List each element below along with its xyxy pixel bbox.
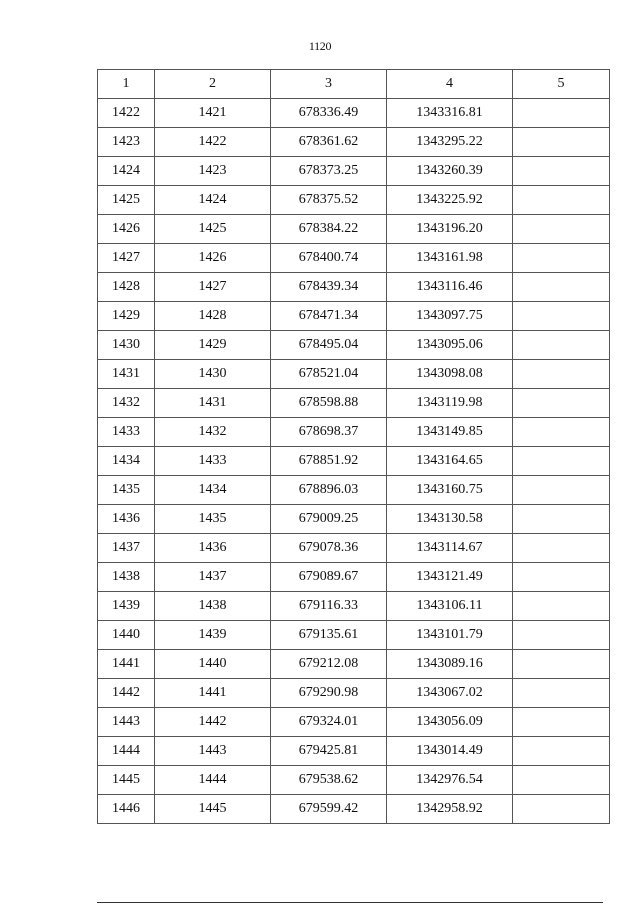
point-number-cell: 1426 <box>98 215 155 244</box>
note-cell <box>513 186 610 215</box>
x-coordinate-cell: 679538.62 <box>271 766 387 795</box>
x-coordinate-cell: 678851.92 <box>271 447 387 476</box>
table-row <box>98 592 610 621</box>
y-coordinate-cell: 1343098.08 <box>387 360 513 389</box>
column-header-4: 4 <box>387 70 513 99</box>
y-coordinate-cell: 1343056.09 <box>387 708 513 737</box>
column-header-5: 5 <box>513 70 610 99</box>
y-coordinate-cell: 1343260.39 <box>387 157 513 186</box>
table-body <box>98 99 610 824</box>
y-coordinate-cell: 1343089.16 <box>387 650 513 679</box>
note-cell <box>513 766 610 795</box>
point-number-cell: 1446 <box>98 795 155 824</box>
table-row <box>98 621 610 650</box>
table-row <box>98 331 610 360</box>
point-number-cell: 1440 <box>98 621 155 650</box>
note-cell <box>513 592 610 621</box>
note-cell <box>513 273 610 302</box>
table-row <box>98 708 610 737</box>
previous-point-cell: 1429 <box>155 331 271 360</box>
table-row <box>98 650 610 679</box>
previous-point-cell: 1445 <box>155 795 271 824</box>
y-coordinate-cell: 1343101.79 <box>387 621 513 650</box>
y-coordinate-cell: 1343116.46 <box>387 273 513 302</box>
x-coordinate-cell: 679116.33 <box>271 592 387 621</box>
note-cell <box>513 708 610 737</box>
x-coordinate-cell: 678336.49 <box>271 99 387 128</box>
point-number-cell: 1422 <box>98 99 155 128</box>
note-cell <box>513 679 610 708</box>
previous-point-cell: 1421 <box>155 99 271 128</box>
previous-point-cell: 1434 <box>155 476 271 505</box>
previous-point-cell: 1428 <box>155 302 271 331</box>
note-cell <box>513 505 610 534</box>
previous-point-cell: 1437 <box>155 563 271 592</box>
point-number-cell: 1431 <box>98 360 155 389</box>
x-coordinate-cell: 678384.22 <box>271 215 387 244</box>
point-number-cell: 1432 <box>98 389 155 418</box>
point-number-cell: 1445 <box>98 766 155 795</box>
previous-point-cell: 1432 <box>155 418 271 447</box>
previous-point-cell: 1430 <box>155 360 271 389</box>
table-row <box>98 679 610 708</box>
table-row <box>98 795 610 824</box>
y-coordinate-cell: 1343316.81 <box>387 99 513 128</box>
note-cell <box>513 157 610 186</box>
note-cell <box>513 650 610 679</box>
point-number-cell: 1442 <box>98 679 155 708</box>
note-cell <box>513 534 610 563</box>
previous-point-cell: 1435 <box>155 505 271 534</box>
note-cell <box>513 563 610 592</box>
note-cell <box>513 302 610 331</box>
point-number-cell: 1434 <box>98 447 155 476</box>
x-coordinate-cell: 678439.34 <box>271 273 387 302</box>
previous-point-cell: 1441 <box>155 679 271 708</box>
y-coordinate-cell: 1342958.92 <box>387 795 513 824</box>
x-coordinate-cell: 679425.81 <box>271 737 387 766</box>
y-coordinate-cell: 1343295.22 <box>387 128 513 157</box>
y-coordinate-cell: 1343114.67 <box>387 534 513 563</box>
note-cell <box>513 99 610 128</box>
x-coordinate-cell: 679089.67 <box>271 563 387 592</box>
y-coordinate-cell: 1342976.54 <box>387 766 513 795</box>
table-row <box>98 563 610 592</box>
note-cell <box>513 360 610 389</box>
previous-point-cell: 1423 <box>155 157 271 186</box>
x-coordinate-cell: 679599.42 <box>271 795 387 824</box>
y-coordinate-cell: 1343225.92 <box>387 186 513 215</box>
point-number-cell: 1427 <box>98 244 155 273</box>
x-coordinate-cell: 678471.34 <box>271 302 387 331</box>
x-coordinate-cell: 679290.98 <box>271 679 387 708</box>
table-row <box>98 476 610 505</box>
note-cell <box>513 244 610 273</box>
note-cell <box>513 476 610 505</box>
point-number-cell: 1425 <box>98 186 155 215</box>
x-coordinate-cell: 679135.61 <box>271 621 387 650</box>
previous-point-cell: 1442 <box>155 708 271 737</box>
table-row <box>98 128 610 157</box>
previous-point-cell: 1443 <box>155 737 271 766</box>
x-coordinate-cell: 678361.62 <box>271 128 387 157</box>
note-cell <box>513 795 610 824</box>
x-coordinate-cell: 678373.25 <box>271 157 387 186</box>
y-coordinate-cell: 1343121.49 <box>387 563 513 592</box>
y-coordinate-cell: 1343161.98 <box>387 244 513 273</box>
x-coordinate-cell: 678400.74 <box>271 244 387 273</box>
previous-point-cell: 1427 <box>155 273 271 302</box>
point-number-cell: 1438 <box>98 563 155 592</box>
y-coordinate-cell: 1343149.85 <box>387 418 513 447</box>
table-row <box>98 505 610 534</box>
y-coordinate-cell: 1343119.98 <box>387 389 513 418</box>
table-row <box>98 360 610 389</box>
previous-point-cell: 1431 <box>155 389 271 418</box>
table-row <box>98 534 610 563</box>
previous-point-cell: 1433 <box>155 447 271 476</box>
note-cell <box>513 389 610 418</box>
previous-point-cell: 1436 <box>155 534 271 563</box>
table-row <box>98 766 610 795</box>
y-coordinate-cell: 1343106.11 <box>387 592 513 621</box>
point-number-cell: 1435 <box>98 476 155 505</box>
note-cell <box>513 215 610 244</box>
previous-point-cell: 1426 <box>155 244 271 273</box>
x-coordinate-cell: 679212.08 <box>271 650 387 679</box>
table-row <box>98 186 610 215</box>
table-row <box>98 215 610 244</box>
table-row <box>98 389 610 418</box>
table-row <box>98 418 610 447</box>
point-number-cell: 1439 <box>98 592 155 621</box>
note-cell <box>513 418 610 447</box>
point-number-cell: 1436 <box>98 505 155 534</box>
note-cell <box>513 128 610 157</box>
x-coordinate-cell: 679009.25 <box>271 505 387 534</box>
page-number: 1120 <box>308 39 332 53</box>
previous-point-cell: 1422 <box>155 128 271 157</box>
note-cell <box>513 331 610 360</box>
y-coordinate-cell: 1343095.06 <box>387 331 513 360</box>
point-number-cell: 1444 <box>98 737 155 766</box>
x-coordinate-cell: 678598.88 <box>271 389 387 418</box>
header-row <box>98 70 610 99</box>
y-coordinate-cell: 1343164.65 <box>387 447 513 476</box>
y-coordinate-cell: 1343067.02 <box>387 679 513 708</box>
column-header-2: 2 <box>155 70 271 99</box>
point-number-cell: 1433 <box>98 418 155 447</box>
point-number-cell: 1424 <box>98 157 155 186</box>
x-coordinate-cell: 678375.52 <box>271 186 387 215</box>
point-number-cell: 1443 <box>98 708 155 737</box>
y-coordinate-cell: 1343097.75 <box>387 302 513 331</box>
coordinates-table <box>97 69 610 824</box>
point-number-cell: 1423 <box>98 128 155 157</box>
x-coordinate-cell: 678495.04 <box>271 331 387 360</box>
table-header <box>98 70 610 99</box>
y-coordinate-cell: 1343160.75 <box>387 476 513 505</box>
x-coordinate-cell: 678521.04 <box>271 360 387 389</box>
previous-point-cell: 1444 <box>155 766 271 795</box>
previous-point-cell: 1439 <box>155 621 271 650</box>
table-row <box>98 273 610 302</box>
x-coordinate-cell: 679324.01 <box>271 708 387 737</box>
x-coordinate-cell: 678896.03 <box>271 476 387 505</box>
note-cell <box>513 737 610 766</box>
table-row <box>98 302 610 331</box>
footer-divider <box>97 902 603 903</box>
table-row <box>98 99 610 128</box>
point-number-cell: 1441 <box>98 650 155 679</box>
previous-point-cell: 1440 <box>155 650 271 679</box>
point-number-cell: 1428 <box>98 273 155 302</box>
table-row <box>98 157 610 186</box>
table-row <box>98 244 610 273</box>
x-coordinate-cell: 679078.36 <box>271 534 387 563</box>
table-row <box>98 737 610 766</box>
x-coordinate-cell: 678698.37 <box>271 418 387 447</box>
note-cell <box>513 621 610 650</box>
note-cell <box>513 447 610 476</box>
column-header-3: 3 <box>271 70 387 99</box>
point-number-cell: 1429 <box>98 302 155 331</box>
point-number-cell: 1430 <box>98 331 155 360</box>
previous-point-cell: 1425 <box>155 215 271 244</box>
point-number-cell: 1437 <box>98 534 155 563</box>
table-row <box>98 447 610 476</box>
y-coordinate-cell: 1343196.20 <box>387 215 513 244</box>
y-coordinate-cell: 1343014.49 <box>387 737 513 766</box>
column-header-1: 1 <box>98 70 155 99</box>
previous-point-cell: 1438 <box>155 592 271 621</box>
previous-point-cell: 1424 <box>155 186 271 215</box>
y-coordinate-cell: 1343130.58 <box>387 505 513 534</box>
